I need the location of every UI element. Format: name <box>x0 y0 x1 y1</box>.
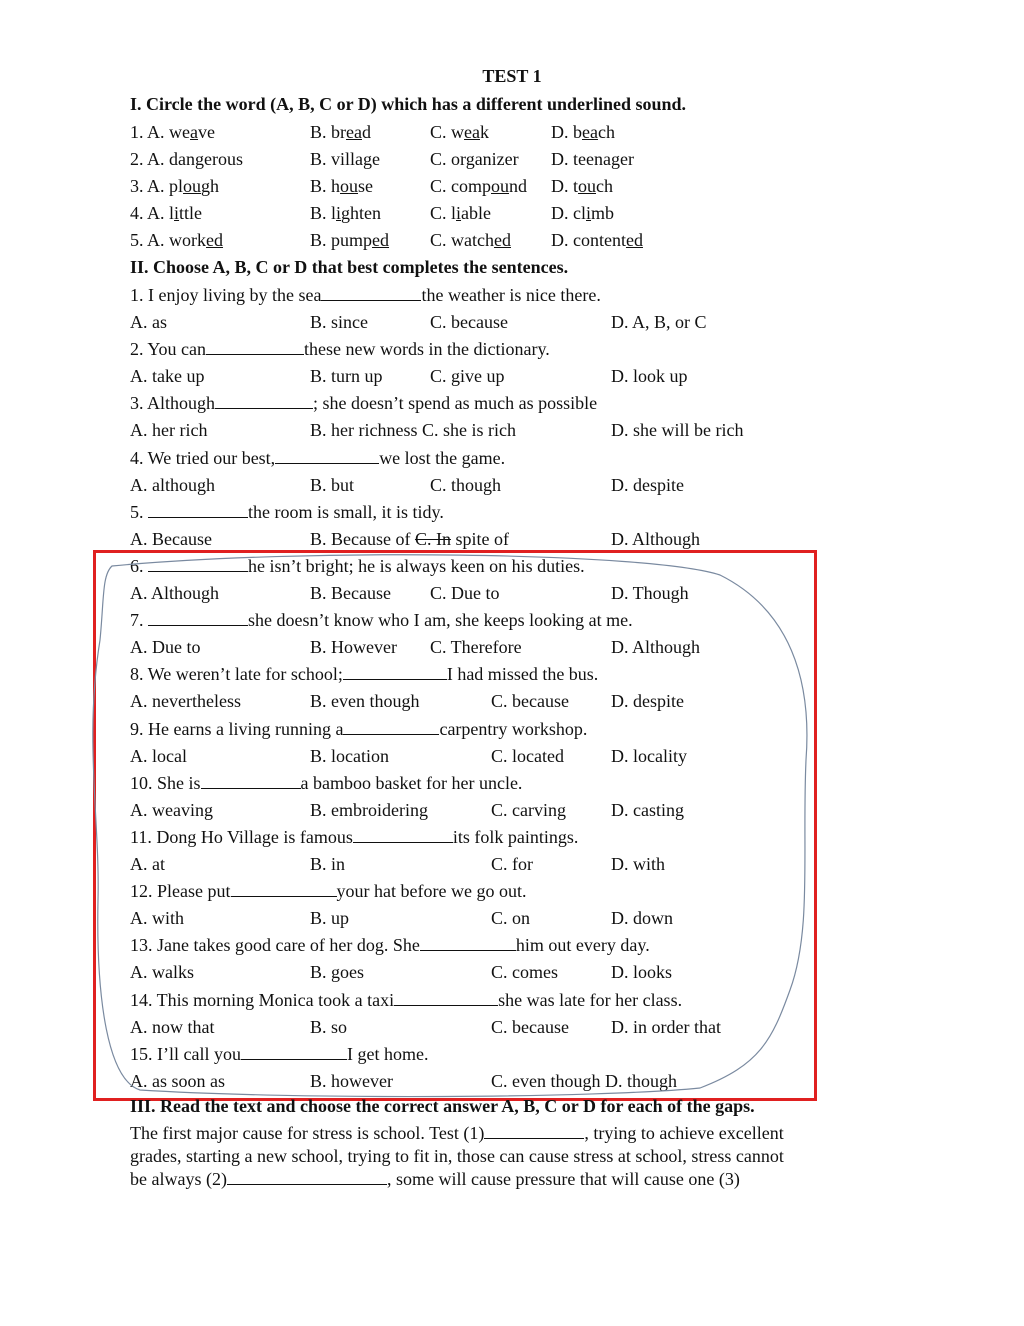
word-part: D. cl <box>551 203 586 223</box>
option-b[interactable]: B. However <box>310 637 397 658</box>
stem-text: your hat before we go out. <box>336 881 527 902</box>
word-part: C. or <box>430 149 466 169</box>
underlined-sound: a <box>190 122 199 142</box>
paragraph-text: , some will cause pressure that will cause one (3) <box>386 1169 740 1189</box>
word-part: D. content <box>551 230 626 250</box>
option-d[interactable]: D. Though <box>611 583 689 603</box>
underlined-sound: ea <box>346 122 362 142</box>
question-number: 4. A. <box>130 203 170 223</box>
option-b[interactable]: B. even though <box>310 691 420 712</box>
word-part: gh <box>201 176 220 196</box>
word-part: D. t <box>551 176 578 196</box>
option-b[interactable]: B. goes <box>310 962 364 983</box>
option-a[interactable]: A. take up <box>130 366 205 387</box>
underlined-sound: i <box>336 203 342 223</box>
word-part: l <box>169 203 175 223</box>
word-part: ch <box>596 176 613 196</box>
stem-text: 9. He earns a living running a <box>130 718 344 739</box>
underlined-sound: ou <box>578 176 596 196</box>
gap-2[interactable] <box>227 1168 387 1185</box>
section2-heading: II. Choose A, B, C or D that best completes the sentences. <box>130 257 569 277</box>
stem-text: we lost the game. <box>379 447 506 468</box>
stem-text: him out every day. <box>515 935 650 956</box>
option-d[interactable]: D. Although <box>611 528 701 549</box>
underlined-sound: ed <box>206 230 224 250</box>
question-number: 2. A. <box>130 149 170 169</box>
paragraph-line-1 <box>130 1122 895 1145</box>
word-part: mb <box>591 203 615 223</box>
struck-text: C. In <box>414 528 451 549</box>
option-c[interactable]: C. because <box>491 691 569 712</box>
paragraph-text: The first major cause for stress is school. Test (1) <box>130 1123 485 1143</box>
word-part: B. h <box>310 176 341 196</box>
stem-text: the room is small, it is tidy. <box>248 501 444 522</box>
stem-text: she doesn’t know who I am, she keeps looking at me. <box>248 610 633 631</box>
underlined-sound: ou <box>183 176 202 196</box>
underlined-sound: g <box>465 149 475 169</box>
stem-text: 3. Although <box>130 393 216 414</box>
underlined-sound: ea <box>464 122 480 142</box>
stem-text: a bamboo basket for her uncle. <box>300 772 523 793</box>
underlined-sound: ou <box>491 176 509 196</box>
word-part: we <box>169 122 191 142</box>
option-c[interactable]: C. carving <box>491 799 566 820</box>
question-number: 5. A. <box>130 230 170 250</box>
option-c[interactable]: C. Therefore <box>430 637 522 658</box>
stem-text: 11. Dong Ho Village is famous <box>130 827 353 847</box>
word-part: k <box>480 122 489 142</box>
option-a[interactable]: A. walks <box>130 962 194 983</box>
option-c[interactable]: C. because <box>491 1016 569 1037</box>
option-d[interactable]: D. with <box>611 854 665 874</box>
option-c[interactable]: C. though <box>430 474 502 495</box>
stem-text: these new words in the dictionary. <box>304 339 550 360</box>
option-a[interactable]: A. now that <box>130 1016 215 1037</box>
stem-text: I get home. <box>346 1043 429 1064</box>
word-part: e <box>372 149 380 169</box>
option-a[interactable]: A. at <box>130 854 165 874</box>
word-part: able <box>461 203 492 223</box>
word-part: D. teena <box>551 149 611 169</box>
underlined-sound: g <box>363 149 372 169</box>
option-c[interactable]: C. give up <box>430 366 505 387</box>
option-d[interactable]: D. she will be rich <box>611 420 744 441</box>
word-part: se <box>358 176 374 196</box>
option-a[interactable]: A. as <box>130 312 167 332</box>
option-b[interactable]: B. in <box>310 854 346 874</box>
option-b[interactable]: B. since <box>310 312 368 332</box>
option-b[interactable]: B. Because <box>310 583 391 603</box>
stem-text: she was late for her class. <box>498 989 683 1010</box>
option-d[interactable]: D. despite <box>611 474 684 495</box>
underlined-sound: i <box>174 203 180 223</box>
option-text: spite of <box>450 528 509 549</box>
option-a[interactable]: A. Due to <box>130 637 201 658</box>
underlined-sound: ed <box>372 230 390 250</box>
option-b[interactable]: B. however <box>310 1070 393 1091</box>
stem-text: 10. She is <box>130 772 201 793</box>
paragraph-text: grades, starting a new school, trying to fit in, those can cause stress at school, stress cannot <box>130 1146 784 1166</box>
stem-text: 14. This morning Monica took a taxi <box>130 989 395 1010</box>
paragraph-text: be always (2) <box>130 1169 227 1189</box>
section3-paragraph <box>130 1122 895 1191</box>
word-part: ch <box>597 122 615 142</box>
paragraph-line-3 <box>130 1168 895 1191</box>
word-part: B. l <box>310 203 337 223</box>
stem-text: 7. <box>130 610 148 631</box>
option-b[interactable]: B. but <box>310 474 355 495</box>
underlined-sound: g <box>610 149 620 169</box>
underlined-sound: ea <box>582 122 598 142</box>
option-c[interactable]: C. located <box>491 745 564 766</box>
stem-text: he isn’t bright; he is always keen on his duties. <box>248 556 585 576</box>
stem-text: 2. You can <box>130 339 207 360</box>
underlined-sound: ed <box>625 230 643 250</box>
underlined-sound: ed <box>493 230 511 250</box>
stem-text: 1. I enjoy living by the sea <box>130 285 322 305</box>
word-part: work <box>169 230 207 250</box>
word-part: ghten <box>341 203 382 223</box>
option-d[interactable]: D. down <box>611 908 673 929</box>
underlined-sound: g <box>195 149 205 169</box>
option-a[interactable]: A. nevertheless <box>130 691 241 712</box>
word-part: D. b <box>551 122 582 142</box>
word-part: anizer <box>474 149 519 169</box>
option-d[interactable]: D. casting <box>611 799 684 820</box>
option-d[interactable]: D. Although <box>611 637 701 658</box>
section3-heading: III. Read the text and choose the correct answer A, B, C or D for each of the gaps. <box>130 1096 755 1116</box>
stem-text: the weather is nice there. <box>421 285 601 305</box>
option-a[interactable]: A. as soon as <box>130 1070 225 1091</box>
option-cd[interactable]: C. even though D. though <box>491 1070 677 1091</box>
section1-heading: I. Circle the word (A, B, C or D) which has a different underlined sound. <box>130 94 687 114</box>
word-part: dan <box>169 149 196 169</box>
option-d[interactable]: D. despite <box>611 691 684 712</box>
word-part: erous <box>204 149 244 169</box>
question-number: 1. A. <box>130 122 170 142</box>
word-part: er <box>619 149 634 169</box>
option-b[interactable]: B. location <box>310 745 389 766</box>
option-text: B. Because of <box>310 528 415 549</box>
option-c[interactable]: C. for <box>491 854 533 874</box>
word-part: pl <box>169 176 184 196</box>
option-a[interactable]: A. local <box>130 745 187 766</box>
stem-text: I had missed the bus. <box>446 664 599 685</box>
option-c[interactable]: C. on <box>491 908 531 929</box>
word-part: B. br <box>310 122 346 142</box>
option-d[interactable]: D. A, B, or C <box>611 312 707 332</box>
lasso-path <box>93 555 807 1097</box>
underlined-sound: ou <box>340 176 359 196</box>
stem-text: 15. I’ll call you <box>130 1043 241 1064</box>
option-a[interactable]: A. although <box>130 474 215 495</box>
option-b[interactable]: B. so <box>310 1016 348 1037</box>
word-part: B. pump <box>310 230 373 250</box>
stem-text: 4. We tried our best, <box>130 447 276 468</box>
word-part: B. villa <box>310 149 363 169</box>
word-part: C. l <box>430 203 457 223</box>
word-part: C. watch <box>430 230 494 250</box>
word-part: ve <box>198 122 216 142</box>
stem-text: 5. <box>130 501 148 522</box>
stem-text: ; she doesn’t spend as much as possible <box>313 393 598 414</box>
stem-text: 8. We weren’t late for school; <box>130 664 343 685</box>
stem-text: 6. <box>130 556 148 576</box>
gap-1[interactable] <box>484 1122 584 1139</box>
option-a[interactable]: A. Because <box>130 528 212 549</box>
word-part: ttle <box>179 203 203 223</box>
option-a[interactable]: A. weaving <box>130 799 213 820</box>
paragraph-line-2 <box>130 1145 895 1168</box>
underlined-sound: i <box>586 203 592 223</box>
option-b[interactable]: B. up <box>310 908 350 929</box>
option-c[interactable]: C. because <box>430 312 508 332</box>
stem-text: its folk paintings. <box>452 827 579 847</box>
word-part: d <box>361 122 371 142</box>
option-a[interactable]: A. her rich <box>130 420 208 441</box>
option-c[interactable]: C. comes <box>491 962 558 983</box>
option-d[interactable]: D. in order that <box>611 1016 721 1037</box>
stem-text: 13. Jane takes good care of her dog. She <box>130 935 420 956</box>
word-part: nd <box>509 176 527 196</box>
option-d[interactable]: D. locality <box>611 745 687 766</box>
test-title: TEST 1 <box>482 66 542 86</box>
option-b[interactable]: B. turn up <box>310 366 383 387</box>
option-c[interactable]: C. Due to <box>430 583 500 603</box>
word-part: C. w <box>430 122 465 142</box>
paragraph-text: , trying to achieve excellent <box>584 1123 784 1143</box>
word-part: C. comp <box>430 176 491 196</box>
option-d[interactable]: D. looks <box>611 962 673 983</box>
option-d[interactable]: D. look up <box>611 366 688 387</box>
stem-text: carpentry workshop. <box>439 718 588 739</box>
option-bc[interactable]: B. her richness C. she is rich <box>310 420 516 441</box>
option-a[interactable]: A. Although <box>130 583 220 603</box>
stem-text: 12. Please put <box>130 881 231 902</box>
question-number: 3. A. <box>130 176 170 196</box>
option-b[interactable]: B. embroidering <box>310 799 428 820</box>
option-a[interactable]: A. with <box>130 908 184 929</box>
underlined-sound: i <box>456 203 462 223</box>
